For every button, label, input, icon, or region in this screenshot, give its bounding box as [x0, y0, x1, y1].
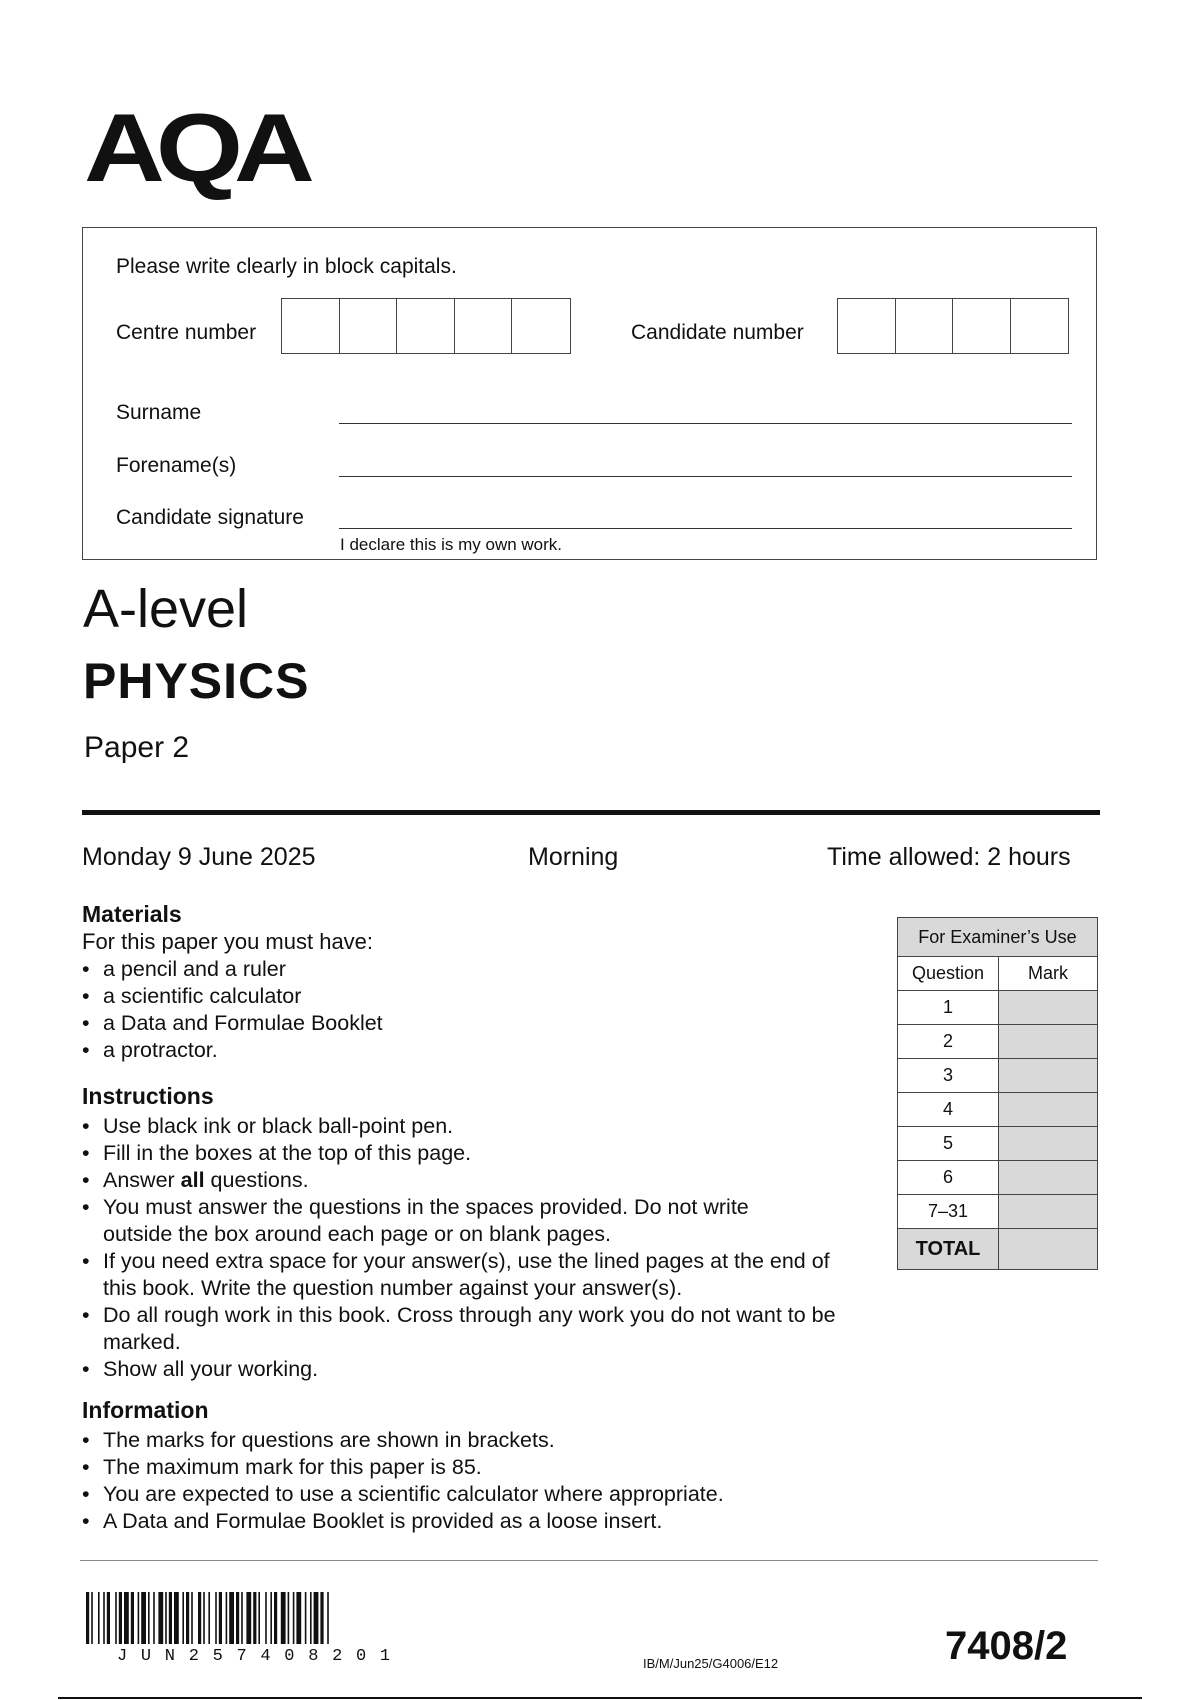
question-number: 4: [898, 1093, 999, 1127]
signature-line[interactable]: [339, 528, 1072, 529]
list-item: • a protractor.: [82, 1037, 842, 1064]
information-heading: Information: [82, 1397, 209, 1423]
list-item: • Use black ink or black ball-point pen.: [82, 1113, 857, 1140]
time-allowed: Time allowed: 2 hours: [827, 843, 1071, 871]
total-mark-cell[interactable]: [999, 1229, 1098, 1270]
list-item: • The marks for questions are shown in brackets.: [82, 1427, 882, 1454]
surname-label: Surname: [116, 401, 202, 424]
paper-number: Paper 2: [84, 731, 190, 764]
list-item: • a Data and Formulae Booklet: [82, 1010, 842, 1037]
question-number: 5: [898, 1127, 999, 1161]
page-bottom-rule: [58, 1697, 1142, 1699]
centre-number-boxes[interactable]: [281, 298, 571, 354]
question-number: 6: [898, 1161, 999, 1195]
divider: [82, 810, 1100, 815]
materials-intro: For this paper you must have:: [82, 929, 374, 954]
candidate-number-label: Candidate number: [631, 321, 804, 344]
exam-date: Monday 9 June 2025: [82, 843, 316, 871]
mark-cell[interactable]: [999, 1059, 1098, 1093]
footer-divider: [80, 1560, 1098, 1561]
question-number: 3: [898, 1059, 999, 1093]
question-column-header: Question: [898, 957, 999, 991]
list-item: • A Data and Formulae Booklet is provided as a loose insert.: [82, 1508, 882, 1535]
forename-label: Forename(s): [116, 454, 237, 477]
mark-cell[interactable]: [999, 1025, 1098, 1059]
block-capitals-instruction: Please write clearly in block capitals.: [116, 255, 457, 278]
document-reference: IB/M/Jun25/G4006/E12: [643, 1656, 779, 1671]
list-item: • You must answer the questions in the spaces provided. Do not write outside the box around each page or on blank pages.: [82, 1194, 793, 1248]
candidate-digit-box[interactable]: [896, 299, 954, 353]
information-list: [82, 1427, 882, 1535]
surname-line[interactable]: [339, 423, 1072, 424]
list-item: • You are expected to use a scientific calculator where appropriate.: [82, 1481, 882, 1508]
centre-digit-box[interactable]: [340, 299, 398, 353]
examiner-use-title: For Examiner’s Use: [898, 918, 1098, 957]
forename-line[interactable]: [339, 476, 1072, 477]
paper-code: 7408/2: [945, 1624, 1068, 1668]
list-item: • The maximum mark for this paper is 85.: [82, 1454, 882, 1481]
answer-all-emphasis: all: [180, 1168, 205, 1192]
list-item: • a scientific calculator: [82, 983, 842, 1010]
examiner-use-table: [897, 917, 1098, 1270]
mark-cell[interactable]: [999, 991, 1098, 1025]
candidate-digit-box[interactable]: [1011, 299, 1069, 353]
list-item: • Show all your working.: [82, 1356, 857, 1383]
list-item: • Fill in the boxes at the top of this page.: [82, 1140, 857, 1167]
aqa-logo: AQA: [84, 93, 306, 202]
centre-digit-box[interactable]: [512, 299, 570, 353]
candidate-number-boxes[interactable]: [837, 298, 1069, 354]
list-item: • If you need extra space for your answer(s), use the lined pages at the end of this book. Write the question number against your answer(s).: [82, 1248, 857, 1302]
mark-cell[interactable]: [999, 1161, 1098, 1195]
declaration-text: I declare this is my own work.: [340, 535, 563, 554]
list-item: • a pencil and a ruler: [82, 956, 842, 983]
centre-number-label: Centre number: [116, 321, 257, 344]
exam-session: Morning: [528, 843, 619, 871]
centre-digit-box[interactable]: [282, 299, 340, 353]
answer-text: Answer: [103, 1168, 181, 1192]
materials-list: [82, 956, 842, 1064]
centre-digit-box[interactable]: [397, 299, 455, 353]
exam-level: A-level: [83, 579, 249, 639]
exam-subject: PHYSICS: [83, 653, 310, 709]
instructions-heading: Instructions: [82, 1083, 214, 1109]
answer-text-end: questions.: [204, 1168, 309, 1192]
mark-cell[interactable]: [999, 1127, 1098, 1161]
materials-heading: Materials: [82, 901, 182, 927]
centre-digit-box[interactable]: [455, 299, 513, 353]
question-number: 2: [898, 1025, 999, 1059]
question-number: 7–31: [898, 1195, 999, 1229]
total-label: TOTAL: [898, 1229, 999, 1270]
candidate-digit-box[interactable]: [838, 299, 896, 353]
instructions-list: [82, 1113, 857, 1383]
candidate-details-box: [82, 227, 1097, 560]
list-item: [82, 1167, 857, 1194]
barcode-number: JUN257408201: [117, 1647, 404, 1666]
mark-cell[interactable]: [999, 1195, 1098, 1229]
signature-label: Candidate signature: [116, 506, 304, 529]
mark-cell[interactable]: [999, 1093, 1098, 1127]
question-number: 1: [898, 991, 999, 1025]
barcode: [86, 1592, 471, 1644]
list-item: • Do all rough work in this book. Cross through any work you do not want to be marked.: [82, 1302, 843, 1356]
mark-column-header: Mark: [999, 957, 1098, 991]
candidate-digit-box[interactable]: [953, 299, 1011, 353]
